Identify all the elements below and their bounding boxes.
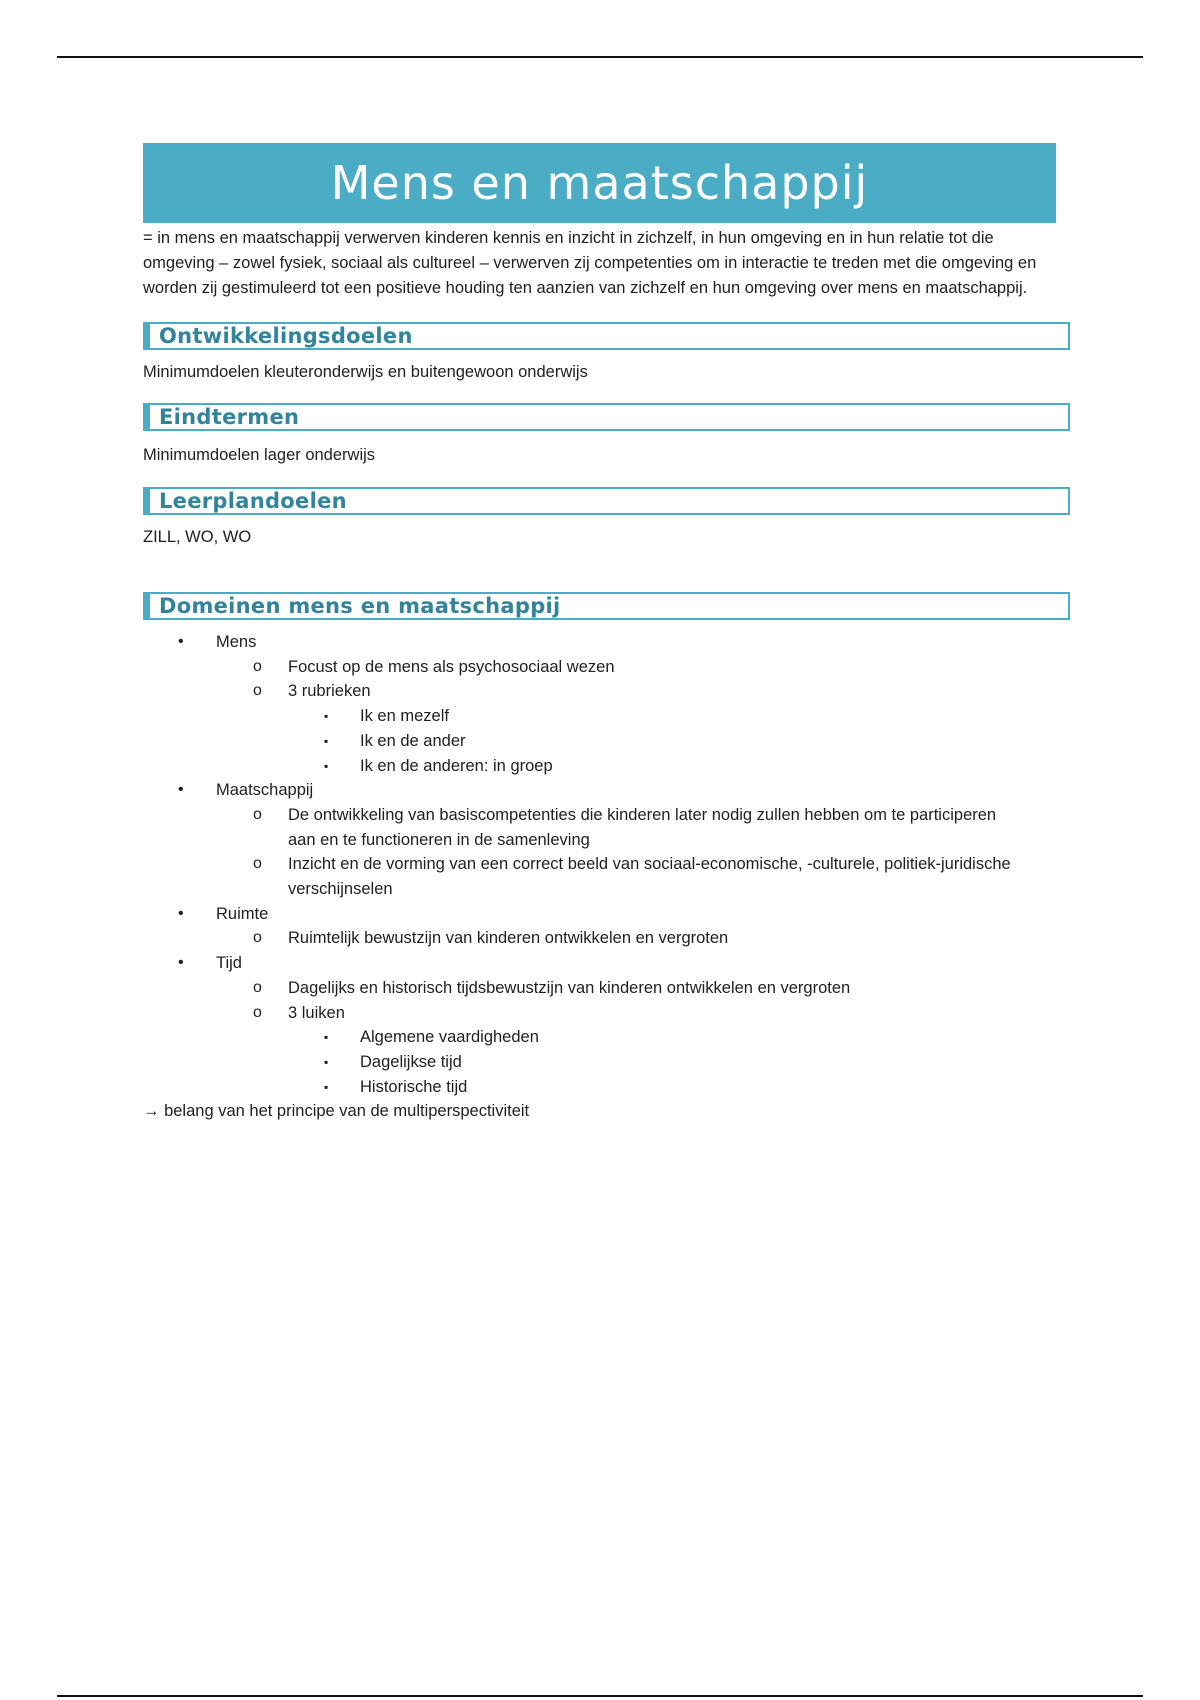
- heading-label: Domeinen mens en maatschappij: [159, 594, 561, 618]
- square-bullet-icon: ▪: [324, 758, 329, 773]
- section-text-leerplandoelen: ZILL, WO, WO: [143, 528, 252, 546]
- circle-bullet-icon: o: [253, 682, 262, 700]
- list-item-text: Historische tijd: [360, 1077, 468, 1096]
- intro-paragraph: = in mens en maatschappij verwerven kinderen kennis en inzicht in zichzelf, in hun omgeving en in hun relatie tot die omgeving – zowel fysiek, sociaal als cultureel – verwerven zij competenties om in interactie te treden met die omgeving en worden zij gestimuleerd tot een positieve houding ten aanzien van zichzelf en hun omgeving over mens en maatschappij.: [143, 229, 1037, 297]
- list-item-text: Dagelijks en historisch tijdsbewustzijn van kinderen ontwikkelen en vergroten: [288, 978, 851, 997]
- domains-list: [143, 630, 1067, 1099]
- list-item-text: De ontwikkeling van basiscompetenties die kinderen later nodig zullen hebben om te participeren aan en te functioneren in de samenleving: [288, 805, 997, 849]
- sub-list: [143, 803, 1016, 902]
- header-rule: [57, 56, 1143, 58]
- circle-bullet-icon: o: [253, 929, 262, 947]
- list-item-label: Maatschappij: [216, 781, 314, 800]
- circle-bullet-icon: o: [253, 978, 262, 996]
- bullet-icon: •: [178, 781, 184, 799]
- list-item: [143, 754, 1067, 779]
- heading-eindtermen: [143, 403, 1070, 431]
- list-item: [143, 976, 1067, 1001]
- title-banner: [143, 143, 1056, 223]
- list-item-label: Tijd: [216, 954, 242, 973]
- list-item-label: Mens: [216, 633, 257, 651]
- list-item-text: 3 luiken: [288, 1003, 345, 1022]
- list-item: [143, 803, 1016, 852]
- list-item-label: Ruimte: [216, 904, 269, 923]
- list-item: [143, 1025, 1067, 1050]
- sub-list: [143, 976, 1067, 1100]
- square-bullet-icon: ▪: [324, 1079, 329, 1094]
- list-item: [143, 852, 1016, 901]
- circle-bullet-icon: o: [253, 657, 262, 675]
- bullet-icon: •: [178, 954, 184, 972]
- sub-sub-list: [143, 1025, 1067, 1099]
- heading-label: Leerplandoelen: [159, 489, 347, 513]
- bullet-icon: •: [178, 633, 184, 650]
- heading-ontwikkelingsdoelen: [143, 322, 1070, 350]
- bullet-icon: •: [178, 904, 184, 922]
- document-title: Mens en maatschappij: [330, 156, 869, 210]
- list-item-mens: [143, 630, 1067, 778]
- conclusion-line: → belang van het principe van de multiperspectiviteit: [143, 1102, 530, 1121]
- square-bullet-icon: ▪: [324, 709, 329, 724]
- list-item-text: Ik en de ander: [360, 731, 466, 750]
- list-item-maatschappij: [143, 778, 1067, 902]
- document-content: [143, 143, 1067, 1123]
- heading-leerplandoelen: [143, 487, 1070, 515]
- section-text-ontwikkelingsdoelen: Minimumdoelen kleuteronderwijs en buitengewoon onderwijs: [143, 363, 588, 381]
- heading-label: Eindtermen: [159, 405, 300, 429]
- heading-domeinen: [143, 592, 1070, 620]
- sub-list: [143, 655, 1067, 779]
- list-item: [143, 926, 1067, 951]
- list-item: [143, 679, 1067, 778]
- list-item-text: Ik en mezelf: [360, 707, 449, 726]
- list-item-text: Focust op de mens als psychosociaal wezen: [288, 657, 615, 676]
- square-bullet-icon: ▪: [324, 1054, 329, 1069]
- list-item-text: 3 rubrieken: [288, 682, 371, 701]
- list-item-text: Ik en de anderen: in groep: [360, 756, 553, 775]
- circle-bullet-icon: o: [253, 805, 262, 823]
- list-item: [143, 1075, 1067, 1100]
- list-item-text: Inzicht en de vorming van een correct beeld van sociaal-economische, -culturele, politiek-juridische verschijnselen: [288, 855, 1011, 899]
- sub-sub-list: [143, 704, 1067, 778]
- list-item-text: Dagelijkse tijd: [360, 1052, 462, 1071]
- circle-bullet-icon: o: [253, 855, 262, 873]
- sub-list: [143, 926, 1067, 951]
- list-item: [143, 1050, 1067, 1075]
- section-text-eindtermen: Minimumdoelen lager onderwijs: [143, 446, 376, 464]
- list-item: [143, 1001, 1067, 1100]
- footer-rule: [57, 1695, 1143, 1697]
- circle-bullet-icon: o: [253, 1003, 262, 1021]
- heading-label: Ontwikkelingsdoelen: [159, 324, 413, 348]
- list-item-ruimte: [143, 902, 1067, 951]
- list-item-text: Ruimtelijk bewustzijn van kinderen ontwikkelen en vergroten: [288, 929, 729, 948]
- list-item: [143, 704, 1067, 729]
- square-bullet-icon: ▪: [324, 1030, 329, 1045]
- list-item: [143, 729, 1067, 754]
- square-bullet-icon: ▪: [324, 733, 329, 748]
- list-item: [143, 655, 1067, 680]
- list-item-tijd: [143, 951, 1067, 1099]
- list-item-text: Algemene vaardigheden: [360, 1028, 539, 1047]
